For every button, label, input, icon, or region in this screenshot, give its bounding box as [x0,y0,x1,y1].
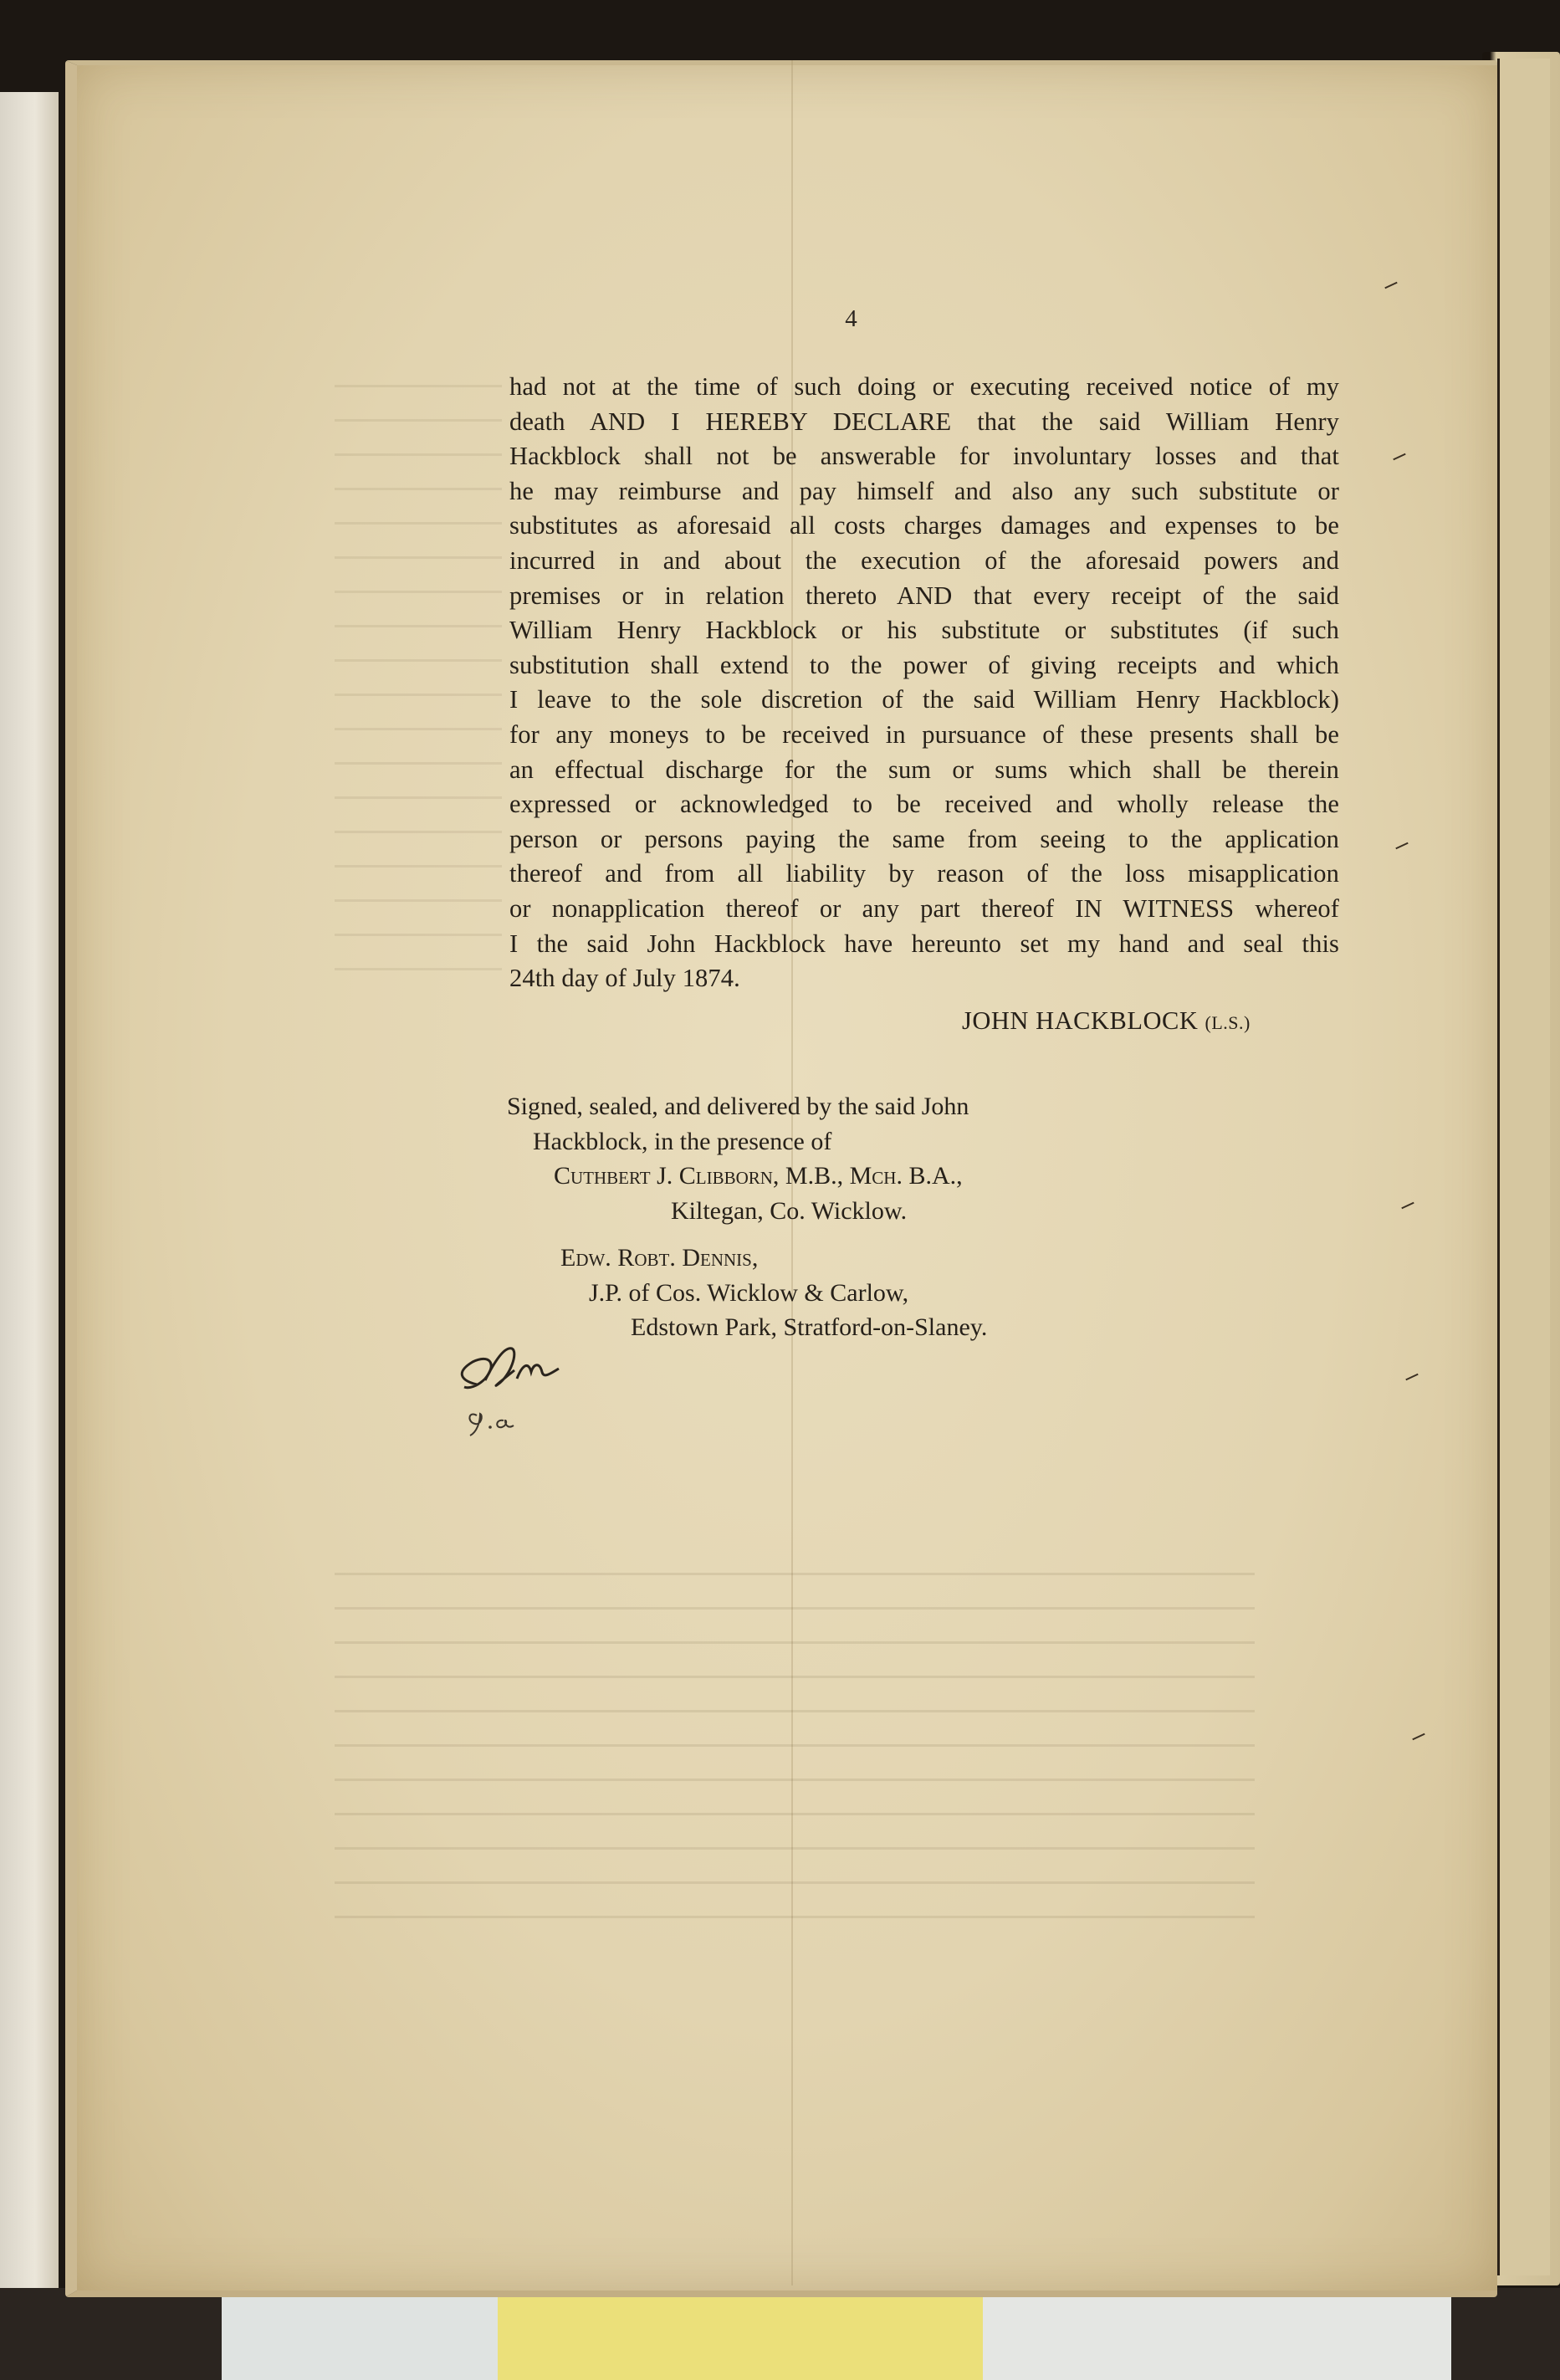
underlying-paper-slip [222,2290,498,2380]
body-line: thereof and from all liability by reason of the loss misapplication [509,859,1339,888]
body-line: person or persons paying the same from seeing to the application [509,824,1339,853]
underlying-pages-left [0,92,59,2301]
adjacent-page-edge [1497,59,1550,2275]
handwritten-initials [452,1338,602,1447]
body-line: I the said John Hackblock have hereunto set my hand and seal this [509,929,1339,958]
sticky-note [498,2292,983,2380]
body-line: death AND I HEREBY DECLARE that the said William Henry [509,407,1339,436]
testator-name: JOHN HACKBLOCK [962,1006,1199,1035]
witness-name: Cuthbert J. Clibborn, M.B., Mch. B.A., [554,1162,963,1190]
witness-title: J.P. of Cos. Wicklow & Carlow, [589,1278,909,1307]
body-line: I leave to the sole discretion of the said William Henry Hackblock) [509,685,1339,714]
body-line: substitution shall extend to the power of giving receipts and which [509,650,1339,679]
witness-address: Edstown Park, Stratford-on-Slaney. [631,1313,988,1341]
show-through-text-bottom [335,1573,1255,1966]
underlying-paper-slip-right [983,2290,1451,2380]
show-through-text-left [335,385,502,1021]
attestation-line: Signed, sealed, and delivered by the said John [507,1093,969,1120]
body-line: premises or in relation thereto AND that every receipt of the said [509,581,1339,610]
second-witness [560,1241,987,1345]
body-line: substitutes as aforesaid all costs charges damages and expenses to be [509,511,1339,540]
body-line: 24th day of July 1874. [509,964,740,993]
body-line: for any moneys to be received in pursuance of these presents shall be [509,719,1339,749]
seal-mark: (L.S.) [1205,1012,1251,1033]
will-body-text [509,370,1339,996]
attestation-line: Hackblock, in the presence of [533,1127,832,1155]
body-line: or nonapplication thereof or any part thereof IN WITNESS whereof [509,893,1339,923]
body-line: Hackblock shall not be answerable for involuntary losses and that [509,442,1339,471]
body-line: an effectual discharge for the sum or sums which shall be therein [509,755,1339,784]
body-line: expressed or acknowledged to be received and wholly release the [509,790,1339,819]
attestation-clause [507,1089,969,1228]
testator-signature [962,1006,1251,1036]
witness-name: Edw. Robt. Dennis, [560,1244,759,1272]
body-line: incurred in and about the execution of the aforesaid powers and [509,545,1339,575]
body-line: William Henry Hackblock or his substitute or substitutes (if such [509,616,1339,645]
body-line: he may reimburse and pay himself and also any such substitute or [509,476,1339,505]
witness-address: Kiltegan, Co. Wicklow. [671,1196,908,1225]
body-line: had not at the time of such doing or executing received notice of my [509,372,1339,401]
page-number: 4 [845,305,857,332]
